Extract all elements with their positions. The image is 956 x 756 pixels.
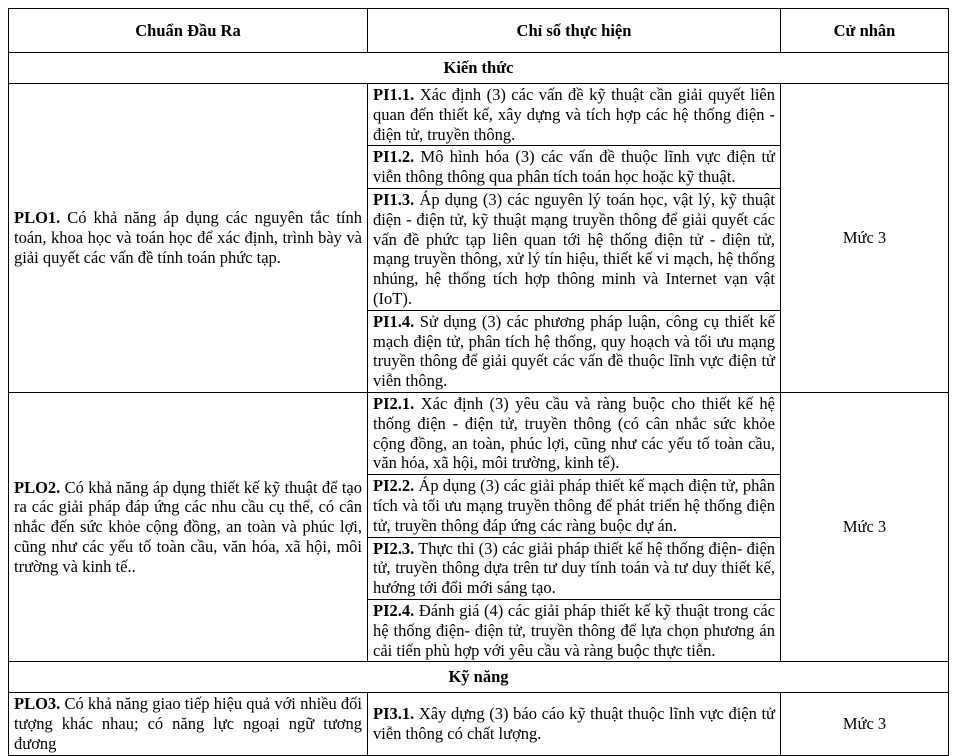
section-row-ky-nang bbox=[9, 662, 949, 693]
plo2-level-cell: Mức 3 bbox=[781, 392, 949, 661]
pi2-2-text: Áp dụng (3) các giải pháp thiết kế mạch điện tử, phân tích và tối ưu mạng truyền thông để phát triển hệ thống điện tử, truyền thông đáp ứng các ràng buộc dự án. bbox=[373, 476, 775, 535]
pi2-1-text: Xác định (3) yêu cầu và ràng buộc cho thiết kế hệ thống điện - điện tử, truyền thông (có cân nhắc sức khỏe cộng đồng, an toàn, phúc lợi, cũng như các yếu tố toàn cầu, văn hóa, xã hội, môi trường, kinh tế). bbox=[373, 393, 775, 473]
pi1-4-text: Sử dụng (3) các phương pháp luận, công cụ thiết kế mạch điện tử, phân tích hệ thống, quy hoạch và tối ưu mạng truyền thông để giải quyết các vấn đề thuộc lĩnh vực điện tử viễn thông. bbox=[373, 311, 776, 391]
table-row bbox=[9, 84, 949, 146]
pi2-1-cell bbox=[368, 392, 781, 474]
document-page bbox=[0, 8, 956, 753]
pi1-2-label: PI1.2. bbox=[373, 147, 415, 167]
header-cu-nhan: Cử nhân bbox=[781, 9, 949, 53]
pi2-3-cell bbox=[368, 537, 781, 599]
table-row bbox=[9, 693, 949, 755]
plo3-cell bbox=[9, 693, 368, 755]
plo1-label: PLO1. bbox=[14, 208, 61, 228]
header-chuan-dau-ra: Chuẩn Đầu Ra bbox=[9, 9, 368, 53]
plo1-cell bbox=[9, 84, 368, 393]
plo2-cell bbox=[9, 392, 368, 661]
pi2-3-label: PI2.3. bbox=[373, 538, 415, 558]
pi1-2-cell bbox=[368, 146, 781, 189]
pi1-2-text: Mô hình hóa (3) các vấn đề thuộc lĩnh vực điện tử viễn thông thông qua phân tích toán học hoặc kỹ thuật. bbox=[373, 147, 776, 187]
pi1-4-label: PI1.4. bbox=[373, 311, 415, 331]
pi1-1-text: Xác định (3) các vấn đề kỹ thuật cần giải quyết liên quan đến thiết kế, xây dựng và tích hợp các hệ thống điện - điện tử, truyền thông. bbox=[373, 85, 775, 144]
pi2-1-label: PI2.1. bbox=[373, 393, 415, 413]
plo2-text: Có khả năng áp dụng thiết kế kỹ thuật để tạo ra các giải pháp đáp ứng các nhu cầu cụ thể, có cân nhắc đến sức khỏe cộng đồng, an toàn và phúc lợi, cũng như các yếu tố toàn cầu, văn hóa, xã hội, môi trường và kinh tế.. bbox=[14, 477, 362, 576]
pi1-1-cell bbox=[368, 84, 781, 146]
plo3-text: Có khả năng giao tiếp hiệu quả với nhiều đối tượng khác nhau; có năng lực ngoại ngữ tương đương bbox=[14, 694, 362, 753]
pi3-1-label: PI3.1. bbox=[373, 704, 415, 724]
plo2-label: PLO2. bbox=[14, 477, 61, 497]
plo1-text: Có khả năng áp dụng các nguyên tắc tính toán, khoa học và toán học để xác định, trình bày và giải quyết các vấn đề tính toán phức tạp. bbox=[14, 208, 363, 267]
pi1-1-label: PI1.1. bbox=[373, 85, 415, 104]
pi2-2-label: PI2.2. bbox=[373, 476, 415, 496]
section-row-kien-thuc bbox=[9, 53, 949, 84]
pi3-1-text: Xây dựng (3) báo cáo kỹ thuật thuộc lĩnh vực điện tử viễn thông có chất lượng. bbox=[373, 704, 776, 743]
pi3-1-cell bbox=[368, 693, 781, 755]
pi2-2-cell bbox=[368, 475, 781, 537]
section-title-kien-thuc: Kiến thức bbox=[9, 53, 949, 84]
table-header-row bbox=[9, 9, 949, 53]
pi1-3-label: PI1.3. bbox=[373, 189, 415, 209]
plo3-label: PLO3. bbox=[14, 694, 61, 714]
plo1-level-cell: Mức 3 bbox=[781, 84, 949, 393]
outcomes-table bbox=[8, 8, 949, 756]
header-chi-so-thuc-hien: Chỉ số thực hiện bbox=[368, 9, 781, 53]
table-row bbox=[9, 392, 949, 474]
pi1-3-cell bbox=[368, 188, 781, 310]
plo3-level-cell: Mức 3 bbox=[781, 693, 949, 755]
section-title-ky-nang: Kỹ năng bbox=[9, 662, 949, 693]
pi2-4-text: Đánh giá (4) các giải pháp thiết kế kỹ thuật trong các hệ thống điện- điện tử, truyền thông để lựa chọn phương án cải tiến phù hợp với yêu cầu và ràng buộc thực tiễn. bbox=[373, 600, 775, 660]
pi2-3-text: Thực thi (3) các giải pháp thiết kế hệ thống điện- điện tử, truyền thông dựa trên tư duy tính toán và tư duy thiết kế, hướng tới đổi mới sáng tạo. bbox=[373, 538, 776, 598]
pi2-4-label: PI2.4. bbox=[373, 600, 415, 620]
pi1-3-text: Áp dụng (3) các nguyên lý toán học, vật lý, kỹ thuật điện - điện tử, kỹ thuật mạng truyền thông để giải quyết các vấn đề phức tạp liên quan tới hệ thống điện tử - điện tử, mạng truyền thông, xử lý tín hiệu, thiết kế vi mạch, hệ thống nhúng, hệ thống tích hợp thông minh và Internet vạn vật (IoT). bbox=[373, 189, 776, 308]
pi1-4-cell bbox=[368, 310, 781, 392]
pi2-4-cell bbox=[368, 599, 781, 661]
